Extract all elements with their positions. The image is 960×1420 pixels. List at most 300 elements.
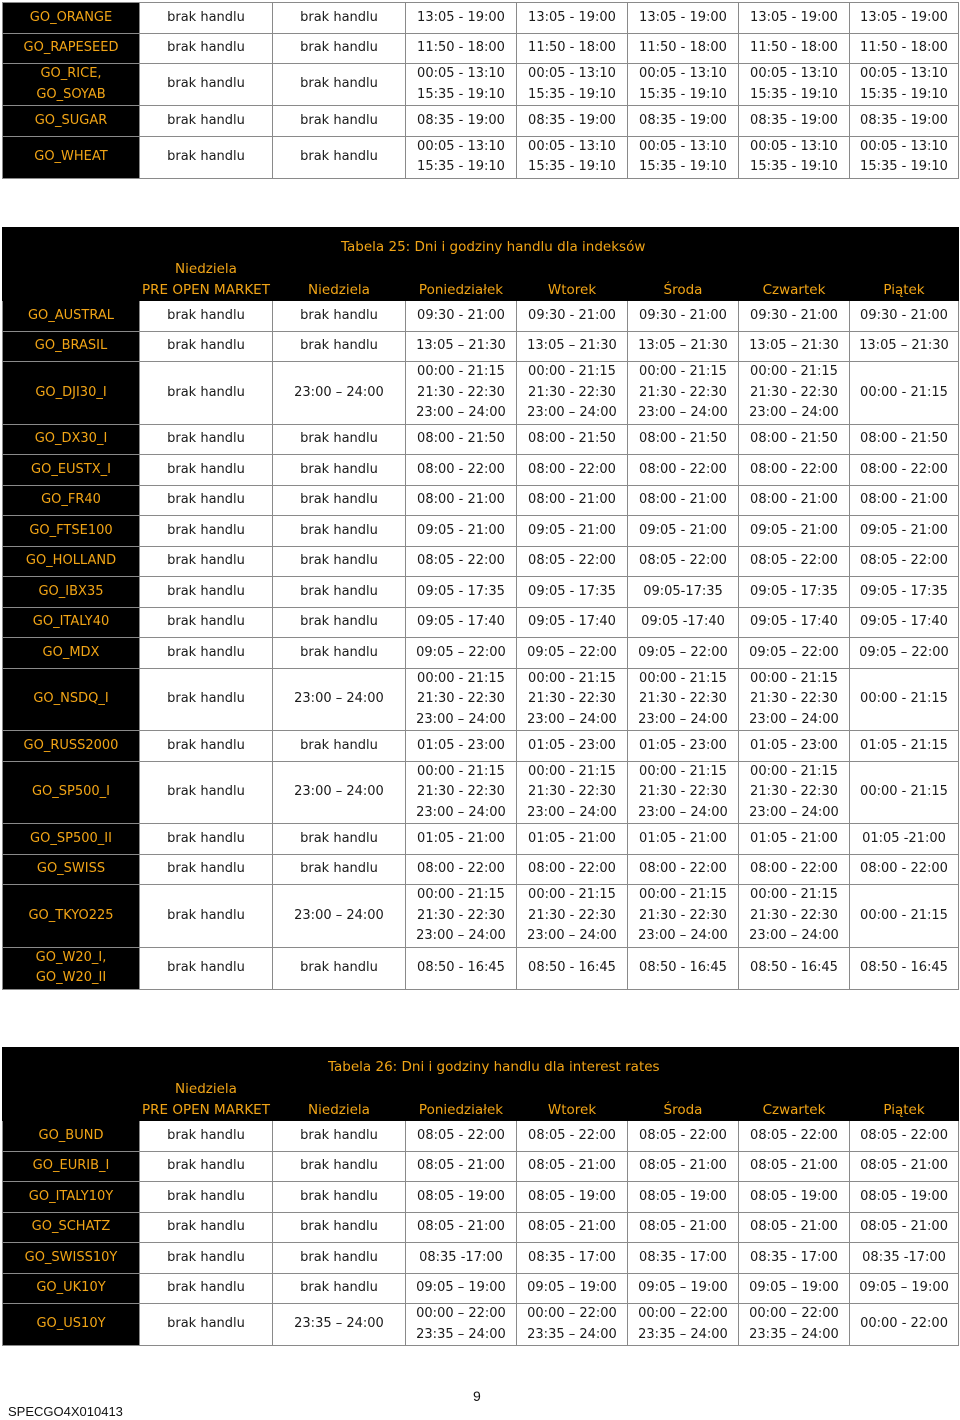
cell-line: 08:50 - 16:45 [639, 959, 727, 975]
cell-line: 00:00 - 21:15 [417, 763, 505, 779]
cell-line: Czwartek [762, 281, 826, 298]
cell-line: 21:30 - 22:30 [528, 784, 616, 799]
cell-line: brak handlu [167, 644, 245, 660]
hours-cell-tuesday [517, 638, 628, 669]
cell-line: brak handlu [300, 307, 378, 323]
hours-cell-sunday [273, 455, 406, 486]
table-row [3, 1182, 959, 1213]
cell-line: 23:00 – 24:00 [416, 928, 506, 943]
hours-cell-friday [850, 1273, 959, 1304]
instrument-name [3, 577, 140, 608]
cell-line: GO_SWISS [36, 861, 106, 876]
cell-line: 09:05 - 17:40 [860, 614, 948, 629]
cell-line: 21:30 - 22:30 [750, 384, 838, 400]
cell-line: GO_RAPESEED [23, 40, 119, 55]
cell-line: 09:05 - 17:35 [528, 583, 616, 599]
hours-cell-sunday-pre-open [140, 1151, 273, 1182]
hours-cell-friday [850, 577, 959, 608]
hours-cell-tuesday [517, 3, 628, 34]
cell-line: Niedziela [175, 1081, 237, 1097]
hours-cell-tuesday [517, 455, 628, 486]
cell-line: GO_SP500_I [31, 784, 111, 799]
cell-line: 23:00 – 24:00 [294, 691, 384, 706]
cell-line: 09:05 - 21:00 [417, 522, 505, 538]
hours-cell-tuesday [517, 1182, 628, 1213]
cell-line: brak handlu [167, 307, 245, 323]
hours-cell-monday [406, 854, 517, 885]
hours-cell-thursday [739, 331, 850, 362]
cell-line: 08:35 - 17:00 [639, 1249, 727, 1265]
instrument-name [3, 1151, 140, 1182]
cell-line: 01:05 - 23:00 [750, 737, 838, 753]
cell-line: 08:50 - 16:45 [528, 959, 616, 975]
table-row [3, 362, 959, 425]
cell-line: 00:00 - 21:15 [528, 887, 616, 902]
hours-cell-friday [850, 947, 959, 989]
hours-cell-wednesday [628, 64, 739, 106]
cell-line: 08:35 -17:00 [419, 1249, 503, 1265]
cell-line: 21:30 - 22:30 [639, 691, 727, 706]
column-header-tuesday [517, 1079, 628, 1121]
hours-cell-friday [850, 64, 959, 106]
hours-cell-monday [406, 106, 517, 137]
instrument-name [3, 64, 140, 106]
instrument-name [3, 1273, 140, 1304]
cell-line: brak handlu [300, 737, 378, 753]
cell-line: brak handlu [167, 1188, 245, 1204]
cell-line: brak handlu [167, 861, 245, 876]
hours-cell-sunday-pre-open [140, 761, 273, 824]
cell-line: 00:05 - 13:10 [528, 66, 616, 81]
cell-line: brak handlu [167, 1158, 245, 1173]
cell-line: brak handlu [300, 1249, 378, 1265]
cell-line: GO_ORANGE [29, 9, 113, 25]
cell-line: 08:00 - 22:00 [639, 461, 727, 477]
cell-line: 08:05 - 21:00 [417, 1158, 505, 1173]
hours-cell-friday [850, 1212, 959, 1243]
cell-line: 15:35 - 19:10 [417, 159, 505, 174]
cell-line: 15:35 - 19:10 [639, 159, 727, 174]
cell-line: brak handlu [300, 614, 378, 629]
cell-line: 21:30 - 22:30 [750, 784, 838, 799]
cell-line: 21:30 - 22:30 [639, 907, 727, 923]
cell-line: 08:50 - 16:45 [750, 959, 838, 975]
hours-cell-thursday [739, 1304, 850, 1346]
hours-cell-sunday [273, 638, 406, 669]
hours-cell-sunday-pre-open [140, 1121, 273, 1152]
cell-line: brak handlu [167, 9, 245, 25]
hours-cell-friday [850, 731, 959, 762]
cell-line: 23:00 – 24:00 [416, 405, 506, 420]
hours-cell-friday [850, 301, 959, 332]
hours-cell-tuesday [517, 424, 628, 455]
hours-cell-sunday [273, 1273, 406, 1304]
table-row [3, 331, 959, 362]
cell-line: 23:00 – 24:00 [527, 804, 617, 820]
hours-cell-sunday [273, 577, 406, 608]
instrument-name [3, 607, 140, 638]
cell-line: 11:50 - 18:00 [528, 40, 616, 55]
hours-cell-sunday-pre-open [140, 731, 273, 762]
cell-line: Poniedziałek [418, 1101, 504, 1118]
cell-line: Wtorek [547, 281, 597, 298]
cell-line: 13:05 – 21:30 [416, 338, 506, 353]
cell-line: 13:05 - 19:00 [750, 9, 838, 25]
cell-line: 00:05 - 13:10 [860, 138, 948, 154]
hours-cell-thursday [739, 638, 850, 669]
table-row [3, 516, 959, 547]
hours-cell-monday [406, 331, 517, 362]
hours-cell-friday [850, 638, 959, 669]
hours-cell-monday [406, 577, 517, 608]
hours-cell-sunday-pre-open [140, 1243, 273, 1274]
cell-line: 01:05 - 21:00 [639, 830, 727, 846]
cell-line: 23:00 – 24:00 [749, 928, 839, 943]
hours-cell-monday [406, 731, 517, 762]
hours-cell-wednesday [628, 577, 739, 608]
hours-cell-friday [850, 1151, 959, 1182]
cell-line: 15:35 - 19:10 [750, 159, 838, 174]
hours-cell-sunday [273, 424, 406, 455]
hours-cell-sunday [273, 136, 406, 178]
hours-cell-tuesday [517, 33, 628, 64]
instrument-name [3, 424, 140, 455]
cell-line: 09:05 – 19:00 [416, 1280, 506, 1295]
table-body [3, 3, 959, 179]
cell-line: 00:05 - 13:10 [639, 66, 727, 81]
cell-line: 00:00 - 21:15 [639, 887, 727, 902]
cell-line: 08:35 - 19:00 [417, 112, 505, 128]
hours-cell-sunday-pre-open [140, 638, 273, 669]
cell-line: brak handlu [167, 553, 245, 568]
cell-line: 09:30 - 21:00 [417, 307, 505, 323]
header-row [3, 1079, 959, 1121]
cell-line: GO_RICE, [40, 66, 102, 81]
cell-line: 08:35 - 19:00 [860, 112, 948, 128]
hours-cell-monday [406, 424, 517, 455]
cell-line: GO_W20_II [35, 970, 107, 985]
hours-cell-tuesday [517, 485, 628, 516]
cell-line: GO_SP500_II [30, 830, 112, 846]
cell-line: 00:05 - 13:10 [417, 66, 505, 81]
hours-cell-thursday [739, 455, 850, 486]
cell-line: 08:05 - 19:00 [639, 1188, 727, 1204]
cell-line: PRE OPEN MARKET [142, 281, 270, 298]
hours-cell-monday [406, 3, 517, 34]
cell-line: 01:05 - 23:00 [639, 737, 727, 753]
column-header-thursday [739, 259, 850, 301]
cell-line: 09:05 - 21:00 [639, 522, 727, 538]
cell-line: brak handlu [300, 1219, 378, 1234]
instrument-name [3, 1121, 140, 1152]
hours-cell-thursday [739, 1182, 850, 1213]
hours-cell-friday [850, 1182, 959, 1213]
hours-cell-tuesday [517, 516, 628, 547]
cell-line: 00:00 – 22:00 [527, 1306, 617, 1321]
cell-line: 00:00 - 21:15 [639, 670, 727, 686]
hours-cell-sunday [273, 1182, 406, 1213]
cell-line: 00:00 - 21:15 [860, 384, 948, 400]
cell-line: 09:05 – 22:00 [638, 644, 728, 660]
hours-cell-sunday-pre-open [140, 64, 273, 106]
hours-cell-friday [850, 546, 959, 577]
instrument-name [3, 761, 140, 824]
hours-cell-thursday [739, 731, 850, 762]
column-header-friday [850, 259, 959, 301]
cell-line: brak handlu [300, 40, 378, 55]
hours-cell-monday [406, 1304, 517, 1346]
cell-line: brak handlu [167, 40, 245, 55]
hours-cell-wednesday [628, 516, 739, 547]
table-row [3, 607, 959, 638]
hours-cell-thursday [739, 301, 850, 332]
column-header-sunday [273, 259, 406, 301]
cell-line: 23:00 – 24:00 [638, 928, 728, 943]
hours-cell-thursday [739, 136, 850, 178]
hours-cell-friday [850, 455, 959, 486]
cell-line: 08:00 - 21:50 [860, 431, 948, 446]
cell-line: brak handlu [300, 9, 378, 25]
cell-line: brak handlu [300, 1280, 378, 1295]
cell-line: brak handlu [300, 553, 378, 568]
header-row [3, 259, 959, 301]
cell-line: 00:00 - 21:15 [750, 364, 838, 379]
cell-line: 13:05 - 19:00 [639, 9, 727, 25]
table-agri-hours [2, 2, 959, 179]
cell-line: 09:05 - 17:40 [750, 614, 838, 629]
column-header-monday [406, 1079, 517, 1121]
table-row [3, 455, 959, 486]
hours-cell-tuesday [517, 546, 628, 577]
hours-cell-thursday [739, 761, 850, 824]
cell-line: 13:05 – 21:30 [749, 338, 839, 353]
cell-line: 09:05 – 22:00 [859, 644, 949, 660]
cell-line: 00:00 - 21:15 [750, 763, 838, 779]
cell-line: 08:05 - 22:00 [750, 553, 838, 568]
cell-line: brak handlu [167, 384, 245, 400]
cell-line: GO_BRASIL [34, 338, 108, 353]
cell-line: 21:30 - 22:30 [528, 384, 616, 400]
hours-cell-tuesday [517, 1151, 628, 1182]
cell-line: 08:05 - 22:00 [860, 553, 948, 568]
cell-line: 00:00 - 21:15 [417, 887, 505, 902]
hours-cell-wednesday [628, 1121, 739, 1152]
cell-line: brak handlu [167, 338, 245, 353]
table-title-row [3, 1048, 959, 1079]
cell-line: 08:05 - 21:00 [528, 1158, 616, 1173]
cell-line: 23:00 – 24:00 [749, 405, 839, 420]
table-title: Tabela 26: Dni i godziny handlu dla interest rates [328, 1059, 660, 1075]
hours-cell-thursday [739, 33, 850, 64]
cell-line: 08:00 - 21:50 [639, 431, 727, 446]
hours-cell-friday [850, 331, 959, 362]
hours-cell-sunday-pre-open [140, 824, 273, 855]
cell-line: 08:05 - 22:00 [639, 1127, 727, 1143]
hours-cell-sunday [273, 33, 406, 64]
table-row [3, 1212, 959, 1243]
cell-line: GO_WHEAT [34, 148, 108, 164]
table-title-row [3, 228, 959, 259]
cell-line: 00:00 - 21:15 [417, 670, 505, 686]
cell-line: brak handlu [167, 583, 245, 599]
cell-line: 08:05 - 19:00 [528, 1188, 616, 1204]
instrument-name [3, 33, 140, 64]
cell-line: 00:00 – 22:00 [638, 1306, 728, 1321]
cell-line: GO_SCHATZ [31, 1219, 111, 1234]
hours-cell-sunday [273, 546, 406, 577]
hours-cell-sunday-pre-open [140, 1273, 273, 1304]
cell-line: 21:30 - 22:30 [750, 691, 838, 706]
cell-line: GO_EUSTX_I [31, 461, 111, 477]
cell-line: 00:00 - 21:15 [860, 691, 948, 706]
cell-line: 09:05 – 19:00 [749, 1280, 839, 1295]
cell-line: 13:05 – 21:30 [638, 338, 728, 353]
hours-cell-tuesday [517, 106, 628, 137]
cell-line: 08:05 - 22:00 [860, 1127, 948, 1143]
hours-cell-tuesday [517, 854, 628, 885]
cell-line: 09:05 - 21:00 [528, 522, 616, 538]
hours-cell-friday [850, 424, 959, 455]
hours-cell-tuesday [517, 1304, 628, 1346]
hours-cell-sunday [273, 854, 406, 885]
cell-line: 00:00 - 22:00 [860, 1316, 948, 1332]
hours-cell-monday [406, 455, 517, 486]
cell-line: GO_AUSTRAL [27, 307, 115, 323]
cell-line: 08:05 - 19:00 [860, 1188, 948, 1204]
column-header-sunday [273, 1079, 406, 1121]
hours-cell-monday [406, 64, 517, 106]
cell-line: brak handlu [167, 1280, 245, 1295]
table-row [3, 854, 959, 885]
hours-cell-monday [406, 761, 517, 824]
hours-cell-wednesday [628, 638, 739, 669]
hours-cell-wednesday [628, 3, 739, 34]
hours-cell-sunday-pre-open [140, 854, 273, 885]
hours-cell-sunday-pre-open [140, 301, 273, 332]
cell-line: 09:05 - 17:35 [417, 583, 505, 599]
cell-line: 09:30 - 21:00 [528, 307, 616, 323]
hours-cell-sunday [273, 1304, 406, 1346]
instrument-name [3, 824, 140, 855]
hours-cell-tuesday [517, 331, 628, 362]
table-indices-hours [2, 227, 959, 990]
cell-line: 08:00 - 22:00 [639, 861, 727, 876]
cell-line: Niedziela [308, 1101, 370, 1118]
table-row [3, 64, 959, 106]
cell-line: 21:30 - 22:30 [639, 784, 727, 799]
cell-line: 08:05 - 21:00 [860, 1158, 948, 1173]
hours-cell-thursday [739, 424, 850, 455]
cell-line: 23:00 – 24:00 [294, 907, 384, 923]
hours-cell-tuesday [517, 1273, 628, 1304]
cell-line: 11:50 - 18:00 [860, 40, 948, 55]
cell-line: 08:05 - 19:00 [417, 1188, 505, 1204]
cell-line: brak handlu [300, 959, 378, 975]
hours-cell-monday [406, 824, 517, 855]
instrument-name [3, 485, 140, 516]
column-header-tuesday [517, 259, 628, 301]
instrument-name [3, 106, 140, 137]
hours-cell-sunday [273, 485, 406, 516]
hours-cell-thursday [739, 1243, 850, 1274]
cell-line: brak handlu [300, 76, 378, 92]
cell-line: brak handlu [300, 148, 378, 164]
cell-line: 13:05 – 21:30 [527, 338, 617, 353]
cell-line: GO_FTSE100 [29, 522, 113, 538]
cell-line: 21:30 - 22:30 [417, 384, 505, 400]
hours-cell-monday [406, 1273, 517, 1304]
cell-line: 09:30 - 21:00 [750, 307, 838, 323]
cell-line: 08:05 - 22:00 [528, 1127, 616, 1143]
instrument-name [3, 3, 140, 34]
cell-line: brak handlu [167, 784, 245, 799]
cell-line: PRE OPEN MARKET [142, 1101, 270, 1118]
table-row [3, 3, 959, 34]
cell-line: brak handlu [167, 148, 245, 164]
cell-line: 23:00 – 24:00 [527, 928, 617, 943]
cell-line: 00:00 – 22:00 [749, 1306, 839, 1321]
cell-line: GO_TKYO225 [28, 907, 114, 923]
header-blank-cell [3, 259, 140, 301]
hours-cell-thursday [739, 824, 850, 855]
instrument-name [3, 731, 140, 762]
cell-line: 00:00 - 21:15 [417, 364, 505, 379]
hours-cell-wednesday [628, 1182, 739, 1213]
cell-line: brak handlu [167, 1316, 245, 1332]
cell-line: 00:00 - 21:15 [639, 364, 727, 379]
cell-line: Piątek [883, 1101, 925, 1118]
cell-line: 08:00 - 22:00 [417, 461, 505, 477]
cell-line: GO_SUGAR [34, 112, 108, 128]
hours-cell-sunday [273, 761, 406, 824]
cell-line: brak handlu [167, 1249, 245, 1265]
cell-line: 08:00 - 22:00 [528, 861, 616, 876]
hours-cell-wednesday [628, 824, 739, 855]
cell-line: 09:30 - 21:00 [639, 307, 727, 323]
cell-line: 00:05 - 13:10 [750, 138, 838, 154]
hours-cell-wednesday [628, 1212, 739, 1243]
hours-cell-tuesday [517, 1212, 628, 1243]
hours-cell-sunday [273, 824, 406, 855]
cell-line: 08:35 - 19:00 [528, 112, 616, 128]
cell-line: 00:05 - 13:10 [750, 66, 838, 81]
cell-line: 08:05 - 22:00 [417, 553, 505, 568]
table-row [3, 1151, 959, 1182]
hours-cell-wednesday [628, 731, 739, 762]
instrument-name [3, 668, 140, 731]
hours-cell-sunday [273, 362, 406, 425]
hours-cell-monday [406, 1121, 517, 1152]
hours-cell-sunday [273, 1151, 406, 1182]
hours-cell-thursday [739, 106, 850, 137]
cell-line: brak handlu [300, 461, 378, 477]
instrument-name [3, 301, 140, 332]
cell-line: 23:00 – 24:00 [638, 711, 728, 727]
cell-line: brak handlu [300, 1188, 378, 1204]
cell-line: 00:05 - 13:10 [639, 138, 727, 154]
cell-line: 08:00 - 21:00 [860, 492, 948, 507]
hours-cell-thursday [739, 885, 850, 948]
cell-line: 23:00 – 24:00 [638, 804, 728, 820]
hours-cell-friday [850, 1304, 959, 1346]
hours-cell-thursday [739, 362, 850, 425]
hours-cell-sunday [273, 516, 406, 547]
table-row [3, 546, 959, 577]
cell-line: 08:05 - 21:00 [860, 1219, 948, 1234]
hours-cell-thursday [739, 1151, 850, 1182]
hours-cell-friday [850, 1243, 959, 1274]
instrument-name [3, 1243, 140, 1274]
